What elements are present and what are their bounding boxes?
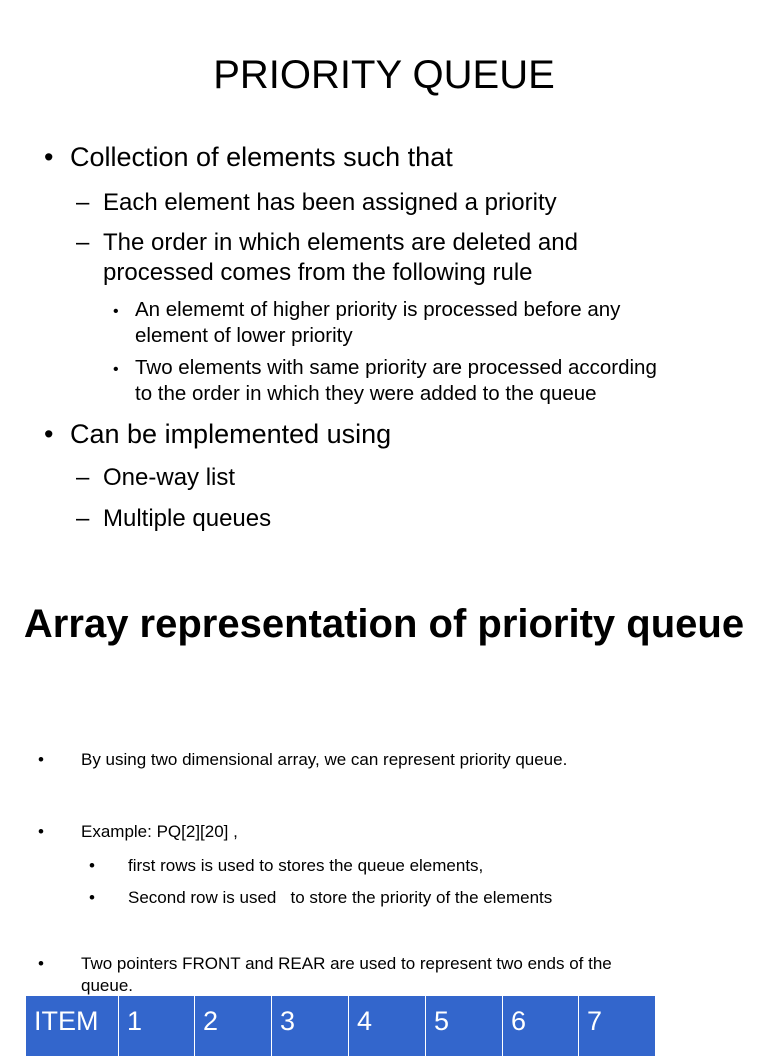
rule-text-line2: to the order in which they were added to the queue (135, 382, 597, 405)
sub-bullet-text: One-way list (103, 464, 236, 491)
sub-bullet-first-row (89, 855, 483, 877)
dash-icon: – (76, 229, 90, 256)
bullet-dot-icon: • (113, 303, 119, 320)
table-cell: 1 (119, 996, 195, 1056)
sub-bullet-text-line1: The order in which elements are deleted and (103, 229, 578, 256)
table-cell: 3 (272, 996, 349, 1056)
sub-bullet-text: Second row is used to store the priority of the elements (128, 888, 553, 907)
rule-text-line1: Two elements with same priority are processed according (135, 356, 657, 379)
dash-icon: – (76, 464, 90, 491)
table-cell: 6 (503, 996, 579, 1056)
bullet-dot-icon: • (38, 822, 44, 841)
sub-bullet-text: Multiple queues (103, 505, 272, 532)
priority-queue-table (26, 996, 656, 1056)
dash-icon: – (76, 505, 90, 532)
bullet-dot-icon: • (89, 856, 95, 875)
bullet-dot-icon: • (113, 361, 119, 378)
bullet-2d-array (38, 749, 567, 771)
slide1-title: PRIORITY QUEUE (213, 53, 555, 97)
bullet-dot-icon: • (44, 142, 54, 172)
bullet-text-line1: Two pointers FRONT and REAR are used to represent two ends of the (81, 954, 612, 973)
sub-bullet-text: first rows is used to stores the queue elements, (128, 856, 484, 875)
bullet-collection (44, 141, 453, 173)
sub-bullet-order-rule (76, 228, 578, 257)
bullet-text: Example: PQ[2][20] , (81, 822, 238, 841)
bullet-dot-icon: • (89, 888, 95, 907)
rule-same-priority (113, 355, 657, 382)
table-cell: 5 (426, 996, 503, 1056)
table-cell: ITEM (26, 996, 119, 1056)
bullet-front-rear (38, 953, 612, 975)
sub-bullet-one-way-list (76, 463, 235, 492)
bullet-text: Collection of elements such that (70, 142, 453, 172)
bullet-dot-icon: • (38, 954, 44, 973)
bullet-text-line2: queue. (81, 976, 133, 995)
rule-text-line2: element of lower priority (135, 324, 353, 347)
table-cell: 4 (349, 996, 426, 1056)
bullet-implemented (44, 418, 391, 450)
bullet-text: Can be implemented using (70, 419, 392, 449)
sub-bullet-text: Each element has been assigned a priority (103, 189, 557, 216)
bullet-dot-icon: • (38, 750, 44, 769)
bullet-text: By using two dimensional array, we can represent priority queue. (81, 750, 568, 769)
table-cell: 7 (579, 996, 656, 1056)
bullet-example (38, 821, 238, 843)
sub-bullet-priority-assigned (76, 188, 557, 217)
rule-higher-priority (113, 297, 620, 324)
sub-bullet-multiple-queues (76, 504, 271, 533)
rule-text-line1: An elememt of higher priority is processed before any (135, 298, 621, 321)
table-row (26, 996, 656, 1056)
sub-bullet-text-line2: processed comes from the following rule (103, 259, 533, 286)
slide2-title: Array representation of priority queue (23, 602, 745, 646)
sub-bullet-second-row (89, 887, 552, 909)
dash-icon: – (76, 189, 90, 216)
table-cell: 2 (195, 996, 272, 1056)
bullet-dot-icon: • (44, 419, 54, 449)
